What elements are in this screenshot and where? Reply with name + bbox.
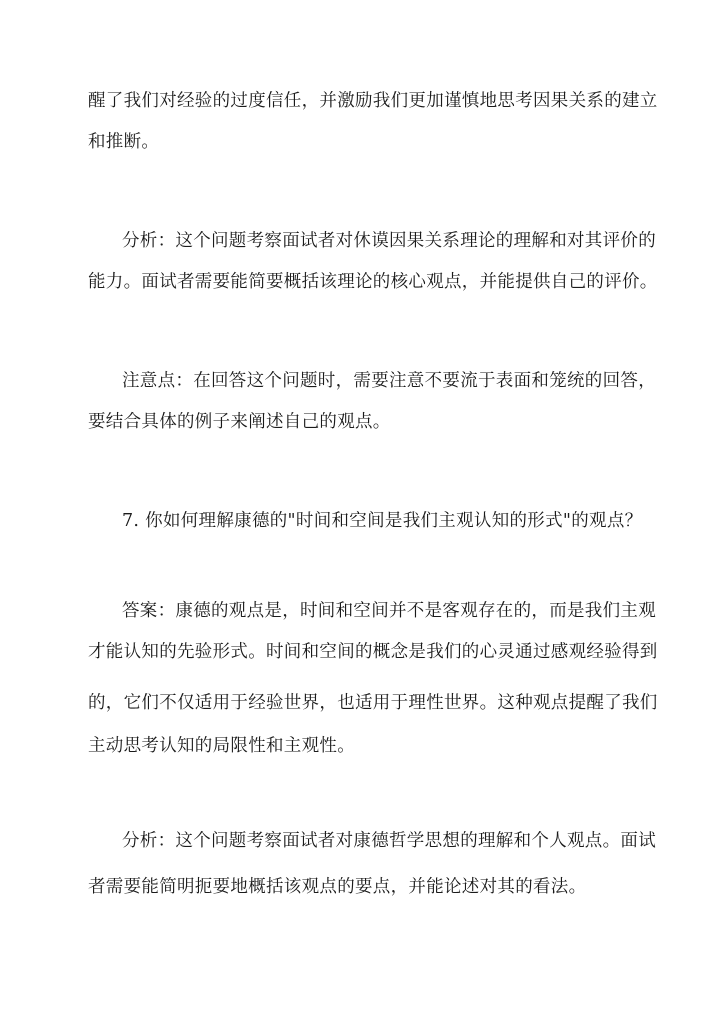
- paragraph-line: 醒了我们对经验的过度信任，并激励我们更加谨慎地思考因果关系的建立: [88, 91, 658, 111]
- paragraph-line: 要结合具体的例子来阐述自己的观点。: [88, 412, 391, 432]
- analysis-heading-line: 分析：这个问题考察面试者对休谟因果关系理论的理解和对其评价的: [122, 231, 656, 251]
- paragraph-line: 能力。面试者需要能简要概括该理论的核心观点，并能提供自己的评价。: [88, 272, 658, 292]
- analysis-heading-line: 分析：这个问题考察面试者对康德哲学思想的理解和个人观点。面试: [122, 831, 656, 851]
- paragraph-line: 和推断。: [88, 132, 160, 152]
- answer-heading-line: 答案：康德的观点是，时间和空间并不是客观存在的，而是我们主观: [122, 601, 656, 621]
- question-7: 7. 你如何理解康德的"时间和空间是我们主观认知的形式"的观点？: [122, 511, 643, 531]
- paragraph-line: 的，它们不仅适用于经验世界，也适用于理性世界。这种观点提醒了我们: [88, 693, 658, 713]
- paragraph-line: 者需要能简明扼要地概括该观点的要点，并能论述对其的看法。: [88, 877, 587, 897]
- note-heading-line: 注意点：在回答这个问题时，需要注意不要流于表面和笼统的回答，: [122, 371, 656, 391]
- paragraph-line: 主动思考认知的局限性和主观性。: [88, 736, 355, 756]
- paragraph-line: 才能认知的先验形式。时间和空间的概念是我们的心灵通过感观经验得到: [88, 642, 658, 662]
